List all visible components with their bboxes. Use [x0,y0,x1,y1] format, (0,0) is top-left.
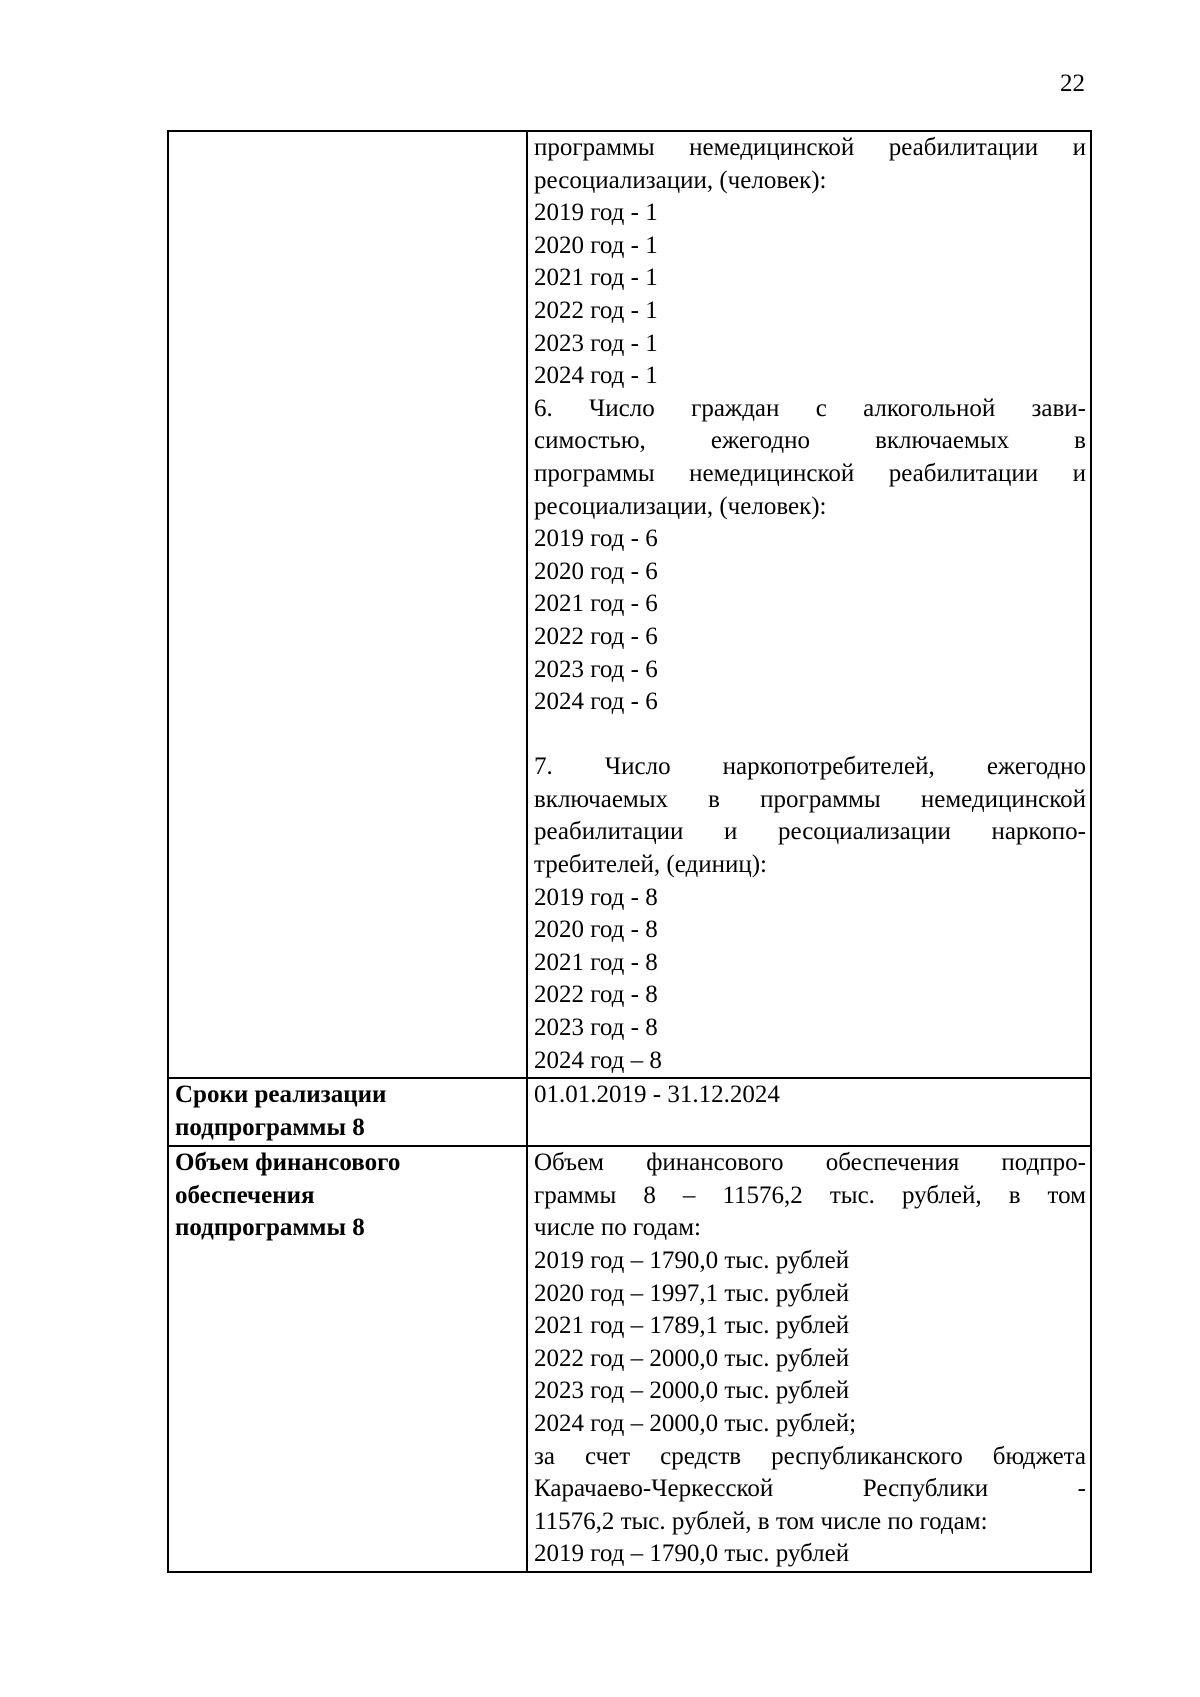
content-line: 2024 год - 1 [534,362,658,390]
content-line: за счет средств республиканского бюджета [534,1442,1086,1470]
content-line: 2022 год - 1 [534,296,658,324]
content-line: 6. Число граждан с алкогольной зави- [534,394,1086,422]
content-line: числе по годам: [534,1214,701,1242]
content-line: 2023 год - 1 [534,329,658,357]
content-line: 2021 год - 1 [534,264,658,292]
content-line: 01.01.2019 - 31.12.2024 [534,1081,780,1109]
table-row [168,1078,1091,1146]
row-label-cell [168,131,527,1078]
content-line: 2019 год – 1790,0 тыс. рублей [534,1540,850,1568]
row-content-cell [527,131,1091,1078]
content-line: 2022 год - 8 [534,981,658,1009]
content-line: реабилитации и ресоциализации наркопо- [534,818,1086,846]
content-line: 2020 год – 1997,1 тыс. рублей [534,1279,850,1307]
content-line: 7. Число наркопотребителей, ежегодно [534,753,1086,781]
row-label-line: Объем финансового [175,1149,401,1177]
content-line: 2021 год - 8 [534,948,658,976]
content-line: программы немедицинской реабилитации и [534,459,1086,487]
row-label-line: Сроки реализации [175,1081,387,1109]
content-line: 2021 год – 1789,1 тыс. рублей [534,1312,850,1340]
content-line: 2019 год - 6 [534,525,658,553]
content-line: включаемых в программы немедицинской [534,785,1086,813]
row-label-line: подпрограммы 8 [175,1113,365,1141]
content-line: граммы 8 – 11576,2 тыс. рублей, в том [534,1181,1086,1209]
content-line: 2023 год - 8 [534,1014,658,1042]
content-line: программы немедицинской реабилитации и [534,134,1086,161]
content-line: ресоциализации, (человек): [534,492,827,520]
row-label-cell [168,1146,527,1572]
passport-table [167,130,1092,1573]
content-line: 2022 год – 2000,0 тыс. рублей [534,1344,850,1372]
content-line: 2020 год - 8 [534,916,658,944]
content-line: Объем финансового обеспечения подпро- [534,1149,1086,1177]
content-line: Карачаево-Черкесской Республики - [534,1475,1086,1503]
row-label-cell [168,1078,527,1146]
content-line: 2022 год - 6 [534,622,658,650]
content-line: 2024 год – 2000,0 тыс. рублей; [534,1409,857,1437]
content-line: 2023 год – 2000,0 тыс. рублей [534,1377,850,1405]
row-content-cell [527,1078,1091,1146]
content-line: симостью, ежегодно включаемых в [534,427,1086,455]
table-row [168,131,1091,1078]
content-line: 2024 год – 8 [534,1046,662,1074]
content-line: ресоциализации, (человек): [534,166,827,194]
content-line: 2023 год - 6 [534,655,658,683]
page-number: 22 [1060,70,1085,97]
content-line: 2020 год - 1 [534,231,658,259]
content-line: требителей, (единиц): [534,851,767,879]
content-line: 11576,2 тыс. рублей, в том числе по годам: [534,1507,988,1535]
row-label-line: обеспечения [175,1181,315,1209]
blank-line [534,719,1086,752]
content-line: 2024 год - 6 [534,688,658,716]
row-label-line: подпрограммы 8 [175,1214,365,1242]
content-line: 2021 год - 6 [534,590,658,618]
row-content-cell [527,1146,1091,1572]
content-line: 2019 год – 1790,0 тыс. рублей [534,1247,850,1274]
content-line: 2019 год - 1 [534,199,658,227]
content-line: 2019 год - 8 [534,883,658,911]
content-line: 2020 год - 6 [534,557,658,585]
table-row [168,1146,1091,1572]
